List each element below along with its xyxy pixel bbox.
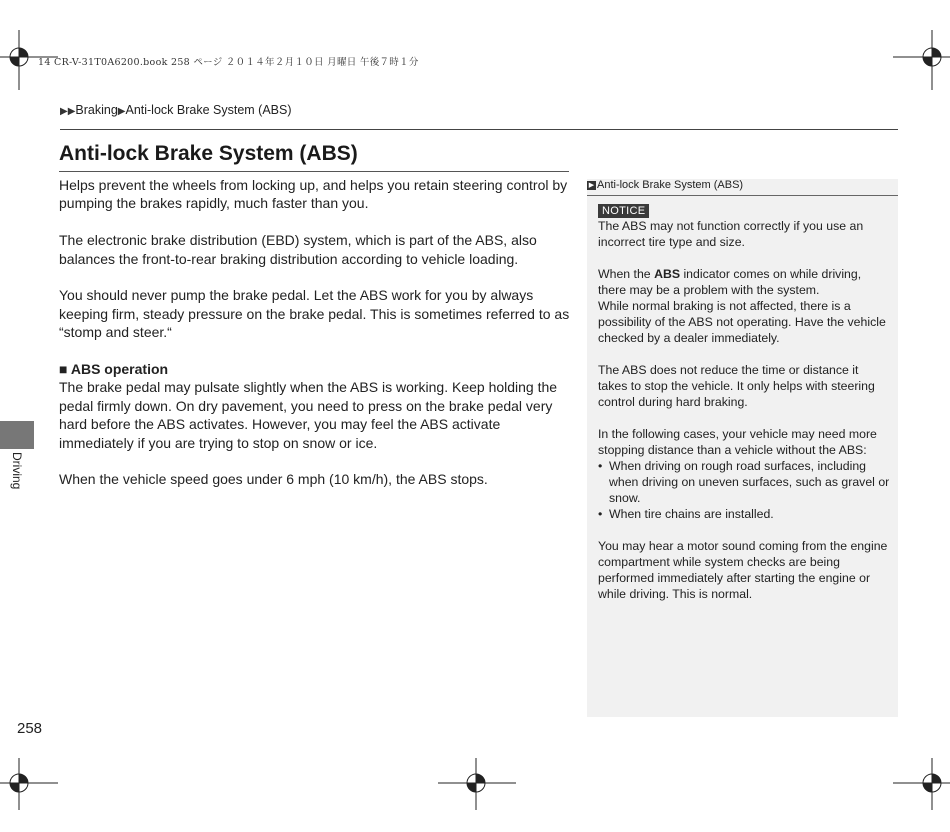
section-heading-text: ABS operation	[70, 361, 169, 378]
sidebar-body	[598, 202, 890, 618]
main-content	[59, 176, 571, 507]
title-rule	[59, 171, 569, 172]
pump-paragraph: You should never pump the brake pedal. Let the ABS work for you by always keeping firm, steady pressure on the brake pedal. This is sometimes referred to as “stomp and steer.“	[59, 287, 570, 341]
list-item: • When tire chains are installed.	[598, 506, 890, 522]
operation-paragraph: The brake pedal may pulsate slightly when the ABS is working. Keep holding the pedal firmly down. On dry pavement, you need to press on the brake pedal very hard before the ABS activates. However, you may feel the ABS activate immediately if you are trying to stop on snow or ice.	[59, 379, 558, 451]
notice-text: The ABS may not function correctly if you use an incorrect tire type and size.	[598, 219, 864, 249]
page-number: 258	[17, 720, 43, 737]
header-rule	[60, 129, 898, 130]
breadcrumb-separator: ▶	[117, 106, 126, 117]
cross-reference-icon: ▶	[588, 181, 595, 189]
notice-badge: NOTICE	[598, 204, 649, 218]
breadcrumb-item-abs[interactable]: Anti-lock Brake System (ABS)	[125, 103, 292, 117]
breadcrumb	[60, 103, 292, 117]
section-heading	[59, 360, 571, 378]
sidebar-header	[587, 179, 898, 196]
time-distance-text: The ABS does not reduce the time or distance it takes to stop the vehicle. It only helps with steering control during hard braking.	[598, 363, 875, 409]
section-tab	[0, 421, 34, 449]
ebd-paragraph: The electronic brake distribution (EBD) system, which is part of the ABS, also balances the front-to-rear braking distribution according to vehicle loading.	[59, 232, 537, 267]
list-item: • When driving on rough road surfaces, including when driving on uneven surfaces, such as gravel or snow.	[598, 458, 890, 506]
breadcrumb-markers: ▶▶	[60, 106, 76, 117]
print-info-line: 14 CR-V-31T0A6200.book 258 ページ ２０１４年２月１０日 月曜日 午後７時１分	[38, 57, 419, 68]
abs-indicator-name: ABS	[654, 267, 681, 281]
sidebar-header-text[interactable]: Anti-lock Brake System (ABS)	[597, 179, 744, 191]
section-marker: ■	[59, 361, 68, 378]
section-tab-label: Driving	[10, 452, 24, 490]
indicator-text: When the ABS indicator comes on while driving, there may be a problem with the system.	[598, 267, 862, 297]
speed-paragraph: When the vehicle speed goes under 6 mph (10 km/h), the ABS stops.	[59, 471, 488, 488]
motor-sound-text: You may hear a motor sound coming from the engine compartment while system checks are being performed immediately after starting the engine or while driving. This is normal.	[598, 539, 888, 601]
breadcrumb-item-braking[interactable]: Braking	[75, 103, 118, 117]
indicator-detail: While normal braking is not affected, there is a possibility of the ABS not operating. Have the vehicle checked by a dealer immediately.	[598, 299, 886, 345]
page-title: Anti-lock Brake System (ABS)	[59, 142, 358, 165]
cases-list	[598, 458, 890, 522]
intro-paragraph: Helps prevent the wheels from locking up, and helps you retain steering control by pumping the brakes rapidly, much faster than you.	[59, 177, 568, 212]
cases-intro: In the following cases, your vehicle may need more stopping distance than a vehicle without the ABS:	[598, 427, 877, 457]
